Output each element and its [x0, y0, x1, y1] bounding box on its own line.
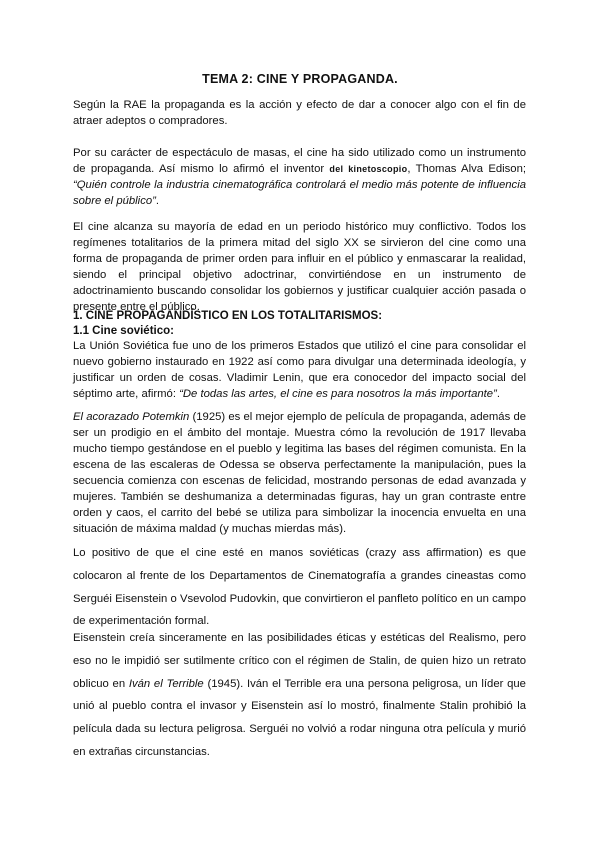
potemkin-title: El acorazado Potemkin — [73, 411, 190, 423]
potemkin-text: (1925) es el mejor ejemplo de película de propaganda, además de ser un prodigio en el ámbito del montaje. Muestra cómo la revolución de 1917 llevaba mucho tiempo gestándose en el pueblo y legitima las bases del régimen comunista. En la escena de las escaleras de Odessa se observa perfectamente la manipulación, pues la secuencia comienza con escenas de felicidad, mostrando personas de edad avanzada y mujeres. También se deshumaniza a determinadas figuras, hay un gran contraste entre orden y caos, el carrito del bebé se utiliza para simbolizar la inocencia envuelta en una situación de máxima maldad (y muchas mierdas más). — [73, 411, 527, 535]
paragraph-eisenstein — [73, 627, 526, 764]
paragraph-soviet-filmmakers: Lo positivo de que el cine esté en manos soviéticas (crazy ass affirmation) es que colocaron al frente de los Departamentos de Cinematografía a grandes cineastas como Serguéi Eisenstein o Vsevolod Pudovkin, que convirtieron el panfleto político en un campo de experimentación formal. — [73, 547, 526, 628]
ivan-title: Iván el Terrible — [128, 677, 204, 690]
paragraph-soviet-union — [73, 338, 526, 402]
lenin-end: . — [496, 388, 500, 400]
paragraph-potemkin — [73, 409, 526, 537]
section-heading-1: 1. CINE PROPAGANDÍSTICO EN LOS TOTALITARISMOS: — [73, 310, 383, 322]
paragraph-definition: Según la RAE la propaganda es la acción y efecto de dar a conocer algo con el fin de atraer adeptos o compradores. — [73, 99, 526, 127]
kinetoscope-term: del kinetoscopio — [329, 164, 408, 174]
document-title: TEMA 2: CINE Y PROPAGANDA. — [202, 72, 398, 86]
eisenstein-text: Eisenstein creía sinceramente en las posibilidades éticas y estéticas del Realismo, pero eso no le impidió ser sutilmente crítico con el régimen de Stalin, de quien hizo un retrato oblicuo en — [73, 632, 526, 690]
edison-quote: “Quién controle la industria cinematográfica controlará el medio más potente de influencia sobre el público” — [73, 179, 526, 207]
edison-end: . — [155, 195, 160, 207]
subsection-heading-1-1: 1.1 Cine soviético: — [73, 325, 174, 337]
paragraph-edison — [73, 145, 526, 209]
paragraph-totalitarian-cinema: El cine alcanza su mayoría de edad en un periodo histórico muy conflictivo. Todos los regímenes totalitarios de la primera mitad del siglo XX se sirvieron del cine como una forma de propaganda de primer orden para influir en el público y enmascarar la realidad, siendo el principal objetivo adoctrinar, convirtiéndose en un instrumento de adoctrinamiento buscando consolidar los gobiernos y justificar cualquier acción pasada o presente entre el público. — [73, 221, 526, 313]
edison-text: Por su carácter de espectáculo de masas, el cine ha sido utilizado como un instrumento de propaganda. Así mismo lo afirmó el inventor — [73, 147, 526, 175]
soviet-text: La Unión Soviética fue uno de los primeros Estados que utilizó el cine para consolidar el nuevo gobierno instaurado en 1922 así como para divulgar una determinada ideología, y justificar un orden de cosas. Vladimir Lenin, que era conocedor del impacto social del séptimo arte, afirmó: — [73, 340, 526, 400]
eisenstein-text-end: (1945). Iván el Terrible era una persona peligrosa, un líder que unió al pueblo contra el invasor y Eisenstein así lo mostró, finalmente Stalin prohibió la película dada su lectura peligrosa. Serguéi no volvió a rodar ninguna otra película y murió en extrañas circunstancias. — [73, 677, 526, 758]
edison-name: , Thomas Alva Edison; — [407, 163, 526, 175]
lenin-quote: “De todas las artes, el cine es para nosotros la más importante” — [179, 388, 497, 400]
